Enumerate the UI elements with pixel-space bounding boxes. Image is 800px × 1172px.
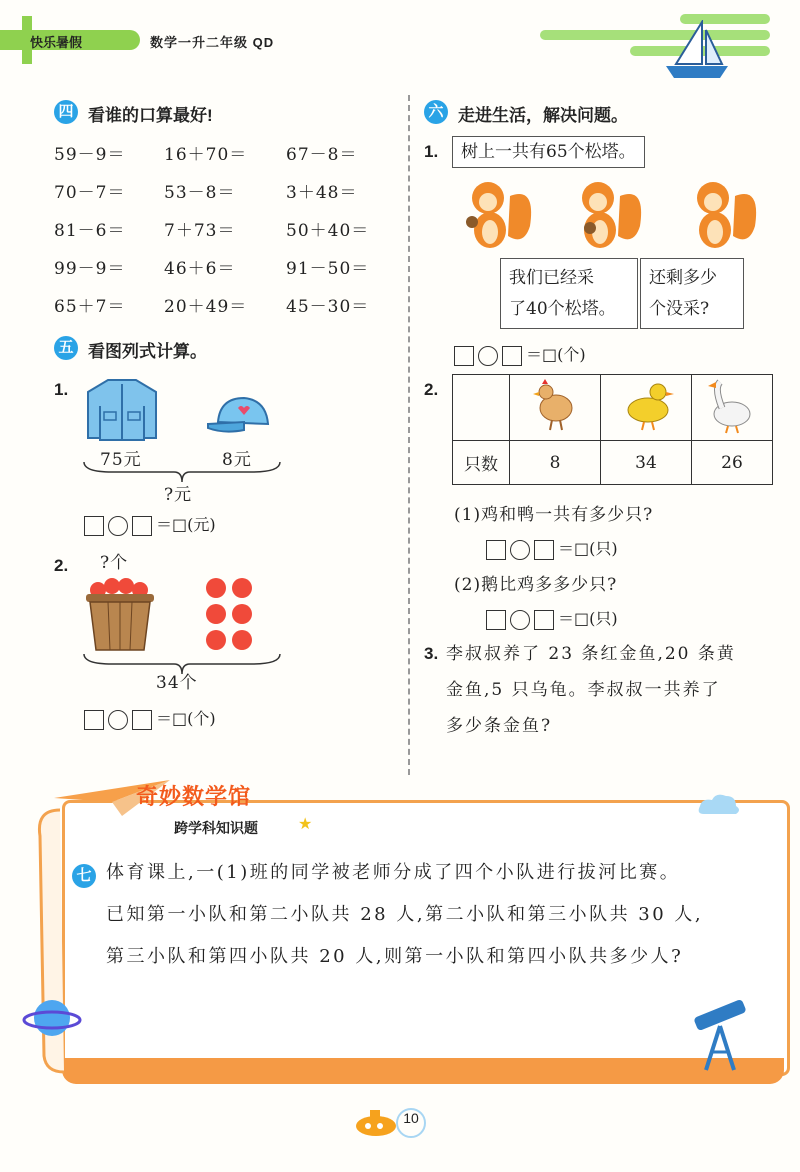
table-cell [692, 375, 773, 441]
section-badge: 四 [54, 100, 78, 124]
section-title: 看图列式计算。 [88, 342, 207, 361]
question-number: 2. [54, 556, 69, 575]
word-problem: 体育课上,一(1)班的同学被老师分成了四个小队进行拔河比赛。 [106, 862, 681, 883]
math-item: 53－8＝ [164, 183, 236, 203]
answer-formula: ＝□(只) [486, 606, 622, 630]
table-cell: 34 [601, 441, 692, 485]
math-item: 67－8＝ [286, 145, 358, 165]
panel-subtitle: 跨学科知识题 [174, 820, 258, 836]
math-item: 65＋7＝ [54, 297, 126, 317]
column-divider [408, 95, 410, 775]
math-item: 91－50＝ [286, 259, 370, 279]
answer-formula: ＝□(元) [84, 512, 220, 536]
math-item: 59－9＝ [54, 145, 126, 165]
section-badge: 五 [54, 336, 78, 360]
speech-bubble: 我们已经采 了40个松塔。 [500, 258, 638, 329]
math-item: 81－6＝ [54, 221, 126, 241]
table-cell [601, 375, 692, 441]
sub-question: (2)鹅比鸡多多少只? [454, 575, 618, 595]
table-cell [510, 375, 601, 441]
duck-icon [618, 378, 674, 432]
sailboat-icon [662, 20, 732, 80]
math-item: 50＋40＝ [286, 221, 370, 241]
animal-count-table [452, 374, 773, 485]
telescope-icon [686, 998, 756, 1074]
apple-basket-icon [84, 572, 156, 652]
math-item: 99－9＝ [54, 259, 126, 279]
price-label: 8元 [222, 450, 252, 470]
jacket-icon [84, 376, 160, 444]
table-row-label: 只数 [453, 441, 510, 485]
math-item: 46＋6＝ [164, 259, 236, 279]
cap-icon [204, 392, 272, 436]
section-title: 看谁的口算最好! [88, 106, 213, 125]
table-cell: 8 [510, 441, 601, 485]
sub-question: (1)鸡和鸭一共有多少只? [454, 505, 654, 525]
section-title: 走进生活，解决问题。 [458, 106, 628, 125]
page-number: 10 [396, 1108, 426, 1138]
question-number: 1. [54, 380, 69, 399]
cloud-icon [696, 790, 742, 820]
goose-icon [704, 376, 760, 434]
math-item: 3＋48＝ [286, 183, 358, 203]
submarine-icon [350, 1104, 400, 1140]
math-item: 16＋70＝ [164, 145, 248, 165]
total-label: ?元 [164, 485, 193, 505]
question-number: 2. [424, 380, 439, 399]
answer-formula: ＝□(个) [84, 706, 220, 730]
table-cell: 26 [692, 441, 773, 485]
squirrels-icon [460, 176, 760, 252]
speech-bubble: 树上一共有65个松塔。 [452, 136, 645, 168]
speech-bubble: 还剩多少 个没采? [640, 258, 744, 329]
section-badge: 七 [72, 864, 96, 888]
header-stripe [540, 30, 770, 40]
apple-grid-icon [202, 574, 258, 654]
math-item: 70－7＝ [54, 183, 126, 203]
math-item: 20＋49＝ [164, 297, 248, 317]
chicken-icon [530, 378, 580, 432]
price-label: 75元 [100, 450, 142, 470]
section-badge: 六 [424, 100, 448, 124]
header-tag: 快乐暑假 [30, 35, 83, 50]
answer-formula: ＝□(个) [454, 342, 590, 366]
unknown-label: ?个 [100, 553, 129, 573]
planet-icon [22, 990, 82, 1046]
total-label: 34个 [156, 673, 198, 693]
word-problem: 李叔叔养了 23 条红金鱼,20 条黄 金鱼,5 只乌龟。李叔叔一共养了 多少条金鱼? [446, 644, 736, 736]
math-item: 7＋73＝ [164, 221, 236, 241]
header-title: 数学一升二年级 QD [150, 35, 275, 50]
panel-footer-strip [62, 1058, 784, 1084]
math-item: 45－30＝ [286, 297, 370, 317]
brand-title: 奇妙数学馆 [136, 784, 252, 809]
star-icon: ★ [298, 814, 313, 833]
question-number: 3. [424, 644, 439, 663]
word-problem: 已知第一小队和第二小队共 28 人,第二小队和第三小队共 30 人, 第三小队和第四小队共 20 人,则第一小队和第四小队共多少人? [106, 904, 704, 967]
question-number: 1. [424, 142, 439, 161]
answer-formula: ＝□(只) [486, 536, 622, 560]
